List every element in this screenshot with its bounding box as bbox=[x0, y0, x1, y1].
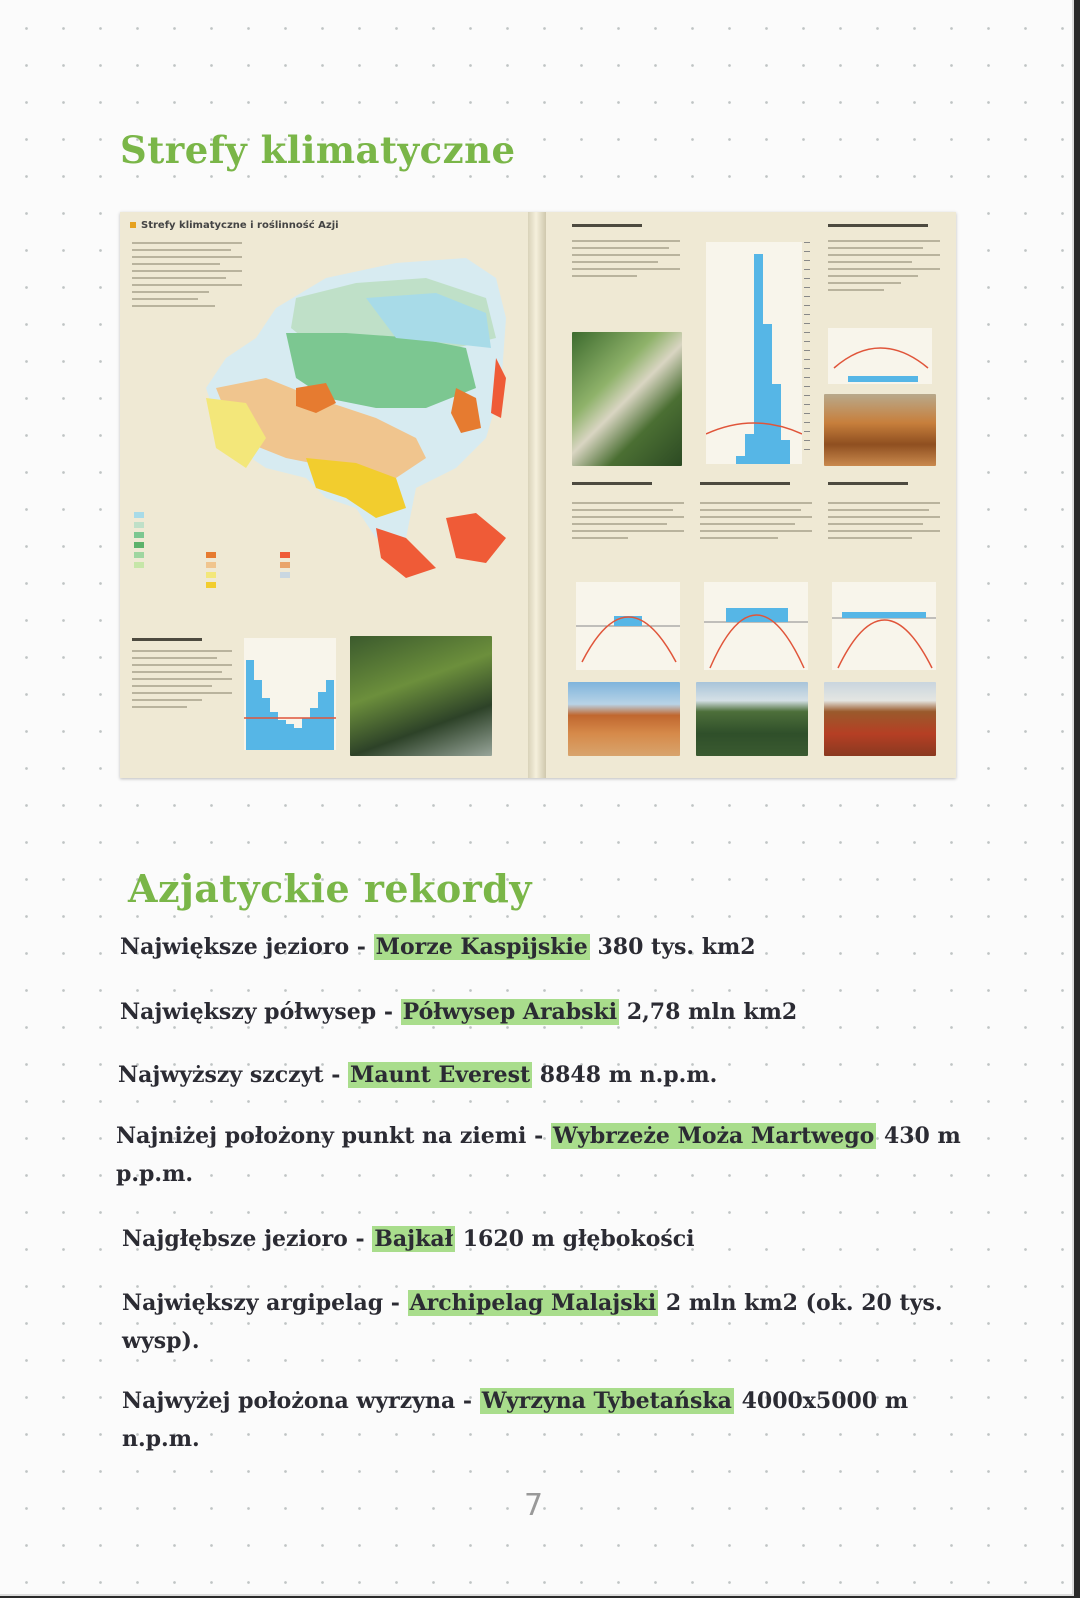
page-number: 7 bbox=[524, 1488, 544, 1523]
section-title-asian-records: Azjatyckie rekordy bbox=[128, 866, 532, 911]
desert-dunes-photo bbox=[824, 394, 936, 466]
book-section-title bbox=[828, 224, 928, 227]
record-label: Największy argipelag - bbox=[122, 1290, 408, 1316]
record-largest-archipelago bbox=[122, 1284, 1022, 1360]
record-highest-peak bbox=[118, 1056, 717, 1094]
book-section-title bbox=[700, 482, 790, 485]
book-section-title bbox=[572, 224, 642, 227]
climate-diagram-monsoon bbox=[706, 242, 802, 464]
textbook-photo bbox=[120, 212, 956, 778]
book-text-block bbox=[828, 240, 940, 296]
steppe-photo bbox=[568, 682, 680, 756]
map-legend bbox=[134, 512, 144, 572]
climate-diagram-equatorial bbox=[244, 638, 336, 750]
record-largest-peninsula bbox=[120, 993, 797, 1031]
record-label: Największe jezioro - bbox=[120, 934, 374, 960]
book-section-title bbox=[132, 638, 202, 641]
record-lowest-point bbox=[116, 1117, 996, 1193]
record-highlight: Maunt Everest bbox=[350, 1062, 531, 1088]
book-caption: Strefy klimatyczne i roślinność Azji bbox=[130, 220, 339, 231]
book-section-title bbox=[828, 482, 908, 485]
climate-diagram-cool-continental bbox=[704, 582, 808, 670]
map-legend bbox=[206, 552, 216, 592]
record-value: 1620 m głębokości bbox=[455, 1226, 695, 1252]
rainforest-photo bbox=[350, 636, 492, 756]
record-value: 2 mln km2 (ok. 20 tys. wysp). bbox=[122, 1290, 943, 1354]
monsoon-tree-photo bbox=[572, 332, 682, 466]
record-label: Najniżej położony punkt na ziemi - bbox=[116, 1123, 551, 1149]
record-highlight: Morze Kaspijskie bbox=[375, 934, 588, 960]
book-section-title bbox=[572, 482, 652, 485]
climate-diagram-desert bbox=[828, 328, 932, 384]
record-highlight: Wybrzeże Moża Martwego bbox=[552, 1123, 875, 1149]
climate-diagram-subpolar bbox=[832, 582, 936, 670]
climate-diagram-dry-continental bbox=[576, 582, 680, 670]
book-spine bbox=[528, 212, 546, 778]
climate-map-asia bbox=[206, 238, 518, 598]
record-value: 4000x5000 m n.p.m. bbox=[122, 1388, 909, 1452]
record-label: Największy półwysep - bbox=[120, 999, 401, 1025]
record-highlight: Półwysep Arabski bbox=[402, 999, 618, 1025]
record-value: 430 m p.p.m. bbox=[116, 1123, 961, 1187]
tundra-photo bbox=[824, 682, 936, 756]
section-title-climate-zones: Strefy klimatyczne bbox=[120, 128, 516, 172]
record-highlight: Archipelag Malajski bbox=[409, 1290, 657, 1316]
record-highlight: Wyrzyna Tybetańska bbox=[481, 1388, 732, 1414]
book-text-block bbox=[132, 650, 232, 713]
record-label: Najwyższy szczyt - bbox=[118, 1062, 349, 1088]
record-largest-lake bbox=[120, 928, 756, 966]
record-value: 2,78 mln km2 bbox=[619, 999, 798, 1025]
record-value: 8848 m n.p.m. bbox=[532, 1062, 718, 1088]
book-text-block bbox=[572, 240, 680, 282]
record-deepest-lake bbox=[122, 1220, 695, 1258]
record-label: Najgłębsze jezioro - bbox=[122, 1226, 373, 1252]
book-text-block bbox=[828, 502, 940, 544]
record-highest-plateau bbox=[122, 1382, 922, 1458]
book-text-block bbox=[572, 502, 684, 544]
record-label: Najwyżej położona wyrzyna - bbox=[122, 1388, 480, 1414]
record-value: 380 tys. km2 bbox=[589, 934, 756, 960]
book-text-block bbox=[700, 502, 812, 544]
axis-ticks bbox=[804, 242, 810, 458]
record-highlight: Bajkał bbox=[374, 1226, 454, 1252]
map-legend bbox=[280, 552, 290, 582]
taiga-photo bbox=[696, 682, 808, 756]
